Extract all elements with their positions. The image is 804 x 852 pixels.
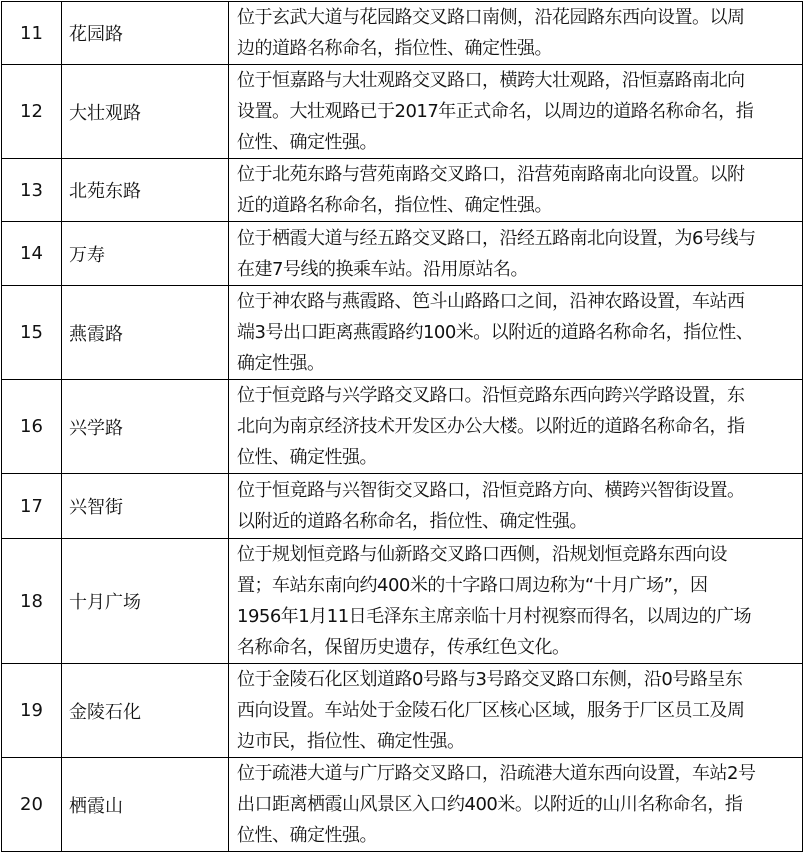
table-row	[2, 222, 803, 286]
station-number: 17	[2, 474, 62, 539]
station-description: 位于金陵石化区划道路0号路与3号路交叉路口东侧，沿0号路呈东 西向设置。车站处于金陵石化厂区核心区域，服务于厂区员工及周 边市民，指位性、确定性强。	[229, 664, 803, 758]
station-number: 12	[2, 65, 62, 159]
station-number: 11	[2, 2, 62, 65]
station-number: 13	[2, 159, 62, 222]
station-description: 位于恒竞路与兴学路交叉路口。沿恒竞路东西向跨兴学路设置，东 北向为南京经济技术开发区办公大楼。以附近的道路名称命名，指 位性、确定性强。	[229, 380, 803, 474]
station-name: 金陵石化	[62, 664, 229, 758]
station-number: 18	[2, 539, 62, 664]
station-description: 位于玄武大道与花园路交叉路口南侧，沿花园路东西向设置。以周 边的道路名称命名，指位性、确定性强。	[229, 2, 803, 65]
station-description: 位于栖霞大道与经五路交叉路口，沿经五路南北向设置，为6号线与 在建7号线的换乘车站。沿用原站名。	[229, 222, 803, 286]
table-row	[2, 286, 803, 380]
table-row	[2, 758, 803, 852]
station-name: 万寿	[62, 222, 229, 286]
table-row	[2, 380, 803, 474]
table-row	[2, 474, 803, 539]
station-name: 北苑东路	[62, 159, 229, 222]
station-number: 16	[2, 380, 62, 474]
station-name: 花园路	[62, 2, 229, 65]
table-row	[2, 2, 803, 65]
table-row	[2, 539, 803, 664]
station-name: 大壮观路	[62, 65, 229, 159]
station-name: 兴学路	[62, 380, 229, 474]
station-name: 栖霞山	[62, 758, 229, 852]
table-row	[2, 664, 803, 758]
table-row	[2, 159, 803, 222]
station-number: 19	[2, 664, 62, 758]
station-number: 20	[2, 758, 62, 852]
station-number: 14	[2, 222, 62, 286]
station-name: 兴智街	[62, 474, 229, 539]
station-description: 位于规划恒竞路与仙新路交叉路口西侧，沿规划恒竞路东西向设 置；车站东南向约400米的十字路口周边称为“十月广场”，因 1956年1月11日毛泽东主席亲临十月村视察而得名，以周边的广场 名称命名，保留历史遗存，传承红色文化。	[229, 539, 803, 664]
station-name: 十月广场	[62, 539, 229, 664]
station-description: 位于恒嘉路与大壮观路交叉路口，横跨大壮观路，沿恒嘉路南北向 设置。大壮观路已于2017年正式命名，以周边的道路名称命名，指 位性、确定性强。	[229, 65, 803, 159]
station-description: 位于北苑东路与营苑南路交叉路口，沿营苑南路南北向设置。以附 近的道路名称命名，指位性、确定性强。	[229, 159, 803, 222]
station-name: 燕霞路	[62, 286, 229, 380]
station-description: 位于疏港大道与广厅路交叉路口，沿疏港大道东西向设置，车站2号 出口距离栖霞山风景区入口约400米。以附近的山川名称命名，指 位性、确定性强。	[229, 758, 803, 852]
station-description: 位于神农路与燕霞路、笆斗山路路口之间，沿神农路设置，车站西 端3号出口距离燕霞路约100米。以附近的道路名称命名，指位性、 确定性强。	[229, 286, 803, 380]
station-number: 15	[2, 286, 62, 380]
table-row	[2, 65, 803, 159]
station-description: 位于恒竟路与兴智街交叉路口，沿恒竞路方向、横跨兴智街设置。 以附近的道路名称命名，指位性、确定性强。	[229, 474, 803, 539]
station-naming-table	[1, 1, 803, 852]
